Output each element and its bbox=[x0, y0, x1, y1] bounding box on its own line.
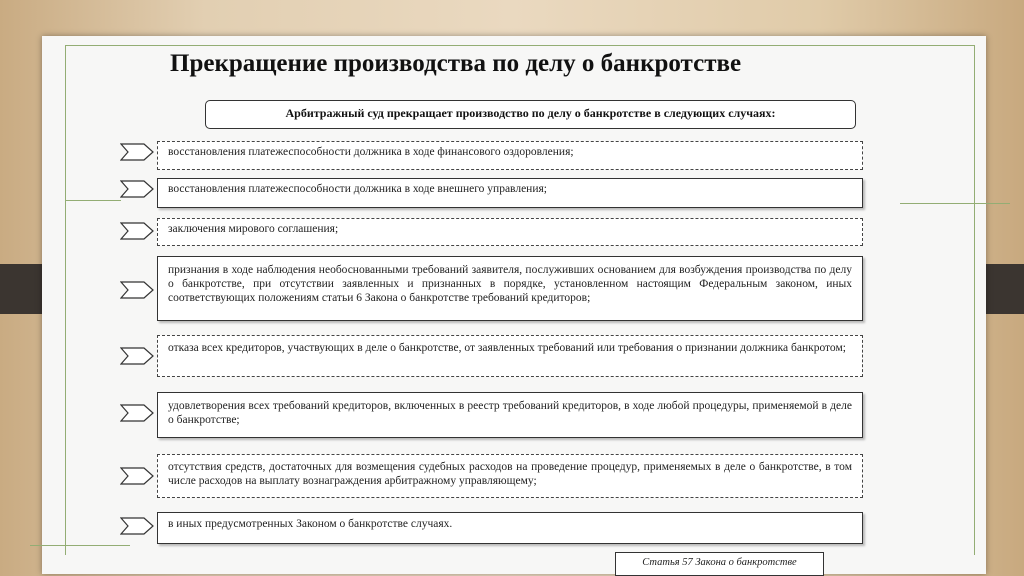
list-item: признания в ходе наблюдения необоснованными требований заявителя, послуживших основанием для возбуждения производства по делу о банкротстве, при отсутствии заявленных и признанных в порядке, установленном настоящим Федеральным законом, иных соответствующих положениям статьи 6 Закона о банкротстве требований кредиторов; bbox=[157, 256, 863, 321]
list-item: заключения мирового соглашения; bbox=[157, 218, 863, 246]
slide-title: Прекращение производства по делу о банкротстве bbox=[170, 50, 742, 77]
list-item: удовлетворения всех требований кредиторов, включенных в реестр требований кредиторов, в ходе любой процедуры, применяемой в деле о банкротстве; bbox=[157, 392, 863, 438]
source-citation: Статья 57 Закона о банкротстве bbox=[615, 552, 824, 576]
chevron-arrow-icon bbox=[120, 143, 154, 161]
chevron-arrow-icon bbox=[120, 404, 154, 422]
list-item: отказа всех кредиторов, участвующих в деле о банкротстве, от заявленных требований или требования о признании должника банкротом; bbox=[157, 335, 863, 377]
header-box: Арбитражный суд прекращает производство по делу о банкротстве в следующих случаях: bbox=[205, 100, 856, 129]
list-item: восстановления платежеспособности должника в ходе финансового оздоровления; bbox=[157, 141, 863, 170]
frame-accent-line-left bbox=[65, 200, 121, 201]
frame-accent-line-bottom bbox=[30, 545, 130, 546]
chevron-arrow-icon bbox=[120, 467, 154, 485]
chevron-arrow-icon bbox=[120, 222, 154, 240]
frame-accent-line bbox=[900, 203, 1010, 204]
chevron-arrow-icon bbox=[120, 347, 154, 365]
chevron-arrow-icon bbox=[120, 281, 154, 299]
chevron-arrow-icon bbox=[120, 517, 154, 535]
chevron-arrow-icon bbox=[120, 180, 154, 198]
list-item: в иных предусмотренных Законом о банкротстве случаях. bbox=[157, 512, 863, 544]
list-item: отсутствия средств, достаточных для возмещения судебных расходов на проведение процедур, применяемых в деле о банкротстве, в том числе расходов на выплату вознаграждения арбитражному управляющему; bbox=[157, 454, 863, 498]
list-item: восстановления платежеспособности должника в ходе внешнего управления; bbox=[157, 178, 863, 208]
